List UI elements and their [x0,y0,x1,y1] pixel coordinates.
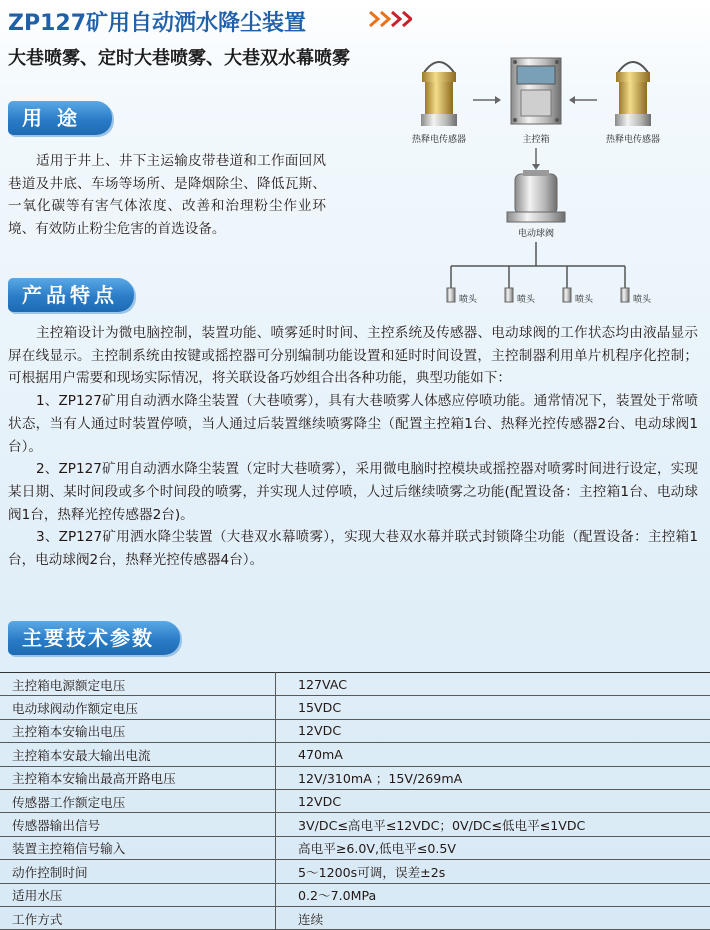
spec-value: 5～1200s可调，误差±2s [276,860,710,883]
spec-name: 装置主控箱信号输入 [0,836,276,859]
sensor-right-label: 热释电传感器 [605,135,661,145]
spec-name: 动作控制时间 [0,860,276,883]
arrow-right-icon [473,96,501,104]
features-paragraph: 2、ZP127矿用自动洒水降尘装置（定时大巷喷雾），采用微电脑时控模块或摇控器对喷雾时间进行设定，实现某日期、某时间段或多个时间段的喷雾，并实现人过停喷，人过后继续喷雾之功能(配置设备：主控箱1台、电动球阀1台，热释光控传感器2台)。 [8,461,698,523]
spec-name: 主控箱本安输出电压 [0,719,276,742]
system-diagram [395,52,695,314]
specs-table [0,672,710,930]
spec-name: 传感器工作额定电压 [0,789,276,812]
nozzle-label-4: 喷头 [633,295,652,305]
table-row [0,696,710,719]
arrow-left-icon [569,96,597,104]
nozzle-label-2: 喷头 [517,295,536,305]
spec-name: 工作方式 [0,906,276,929]
table-row [0,743,710,766]
table-row [0,836,710,859]
specs-heading: 主要技术参数 [8,621,180,655]
table-row [0,906,710,929]
page-title: ZP127矿用自动洒水降尘装置 [8,11,306,36]
spec-value: 0.2～7.0MPa [276,883,710,906]
spec-name: 传感器输出信号 [0,813,276,836]
usage-text: 适用于井上、井下主运输皮带巷道和工作面回风巷道及井底、车场等场所、是降烟除尘、降低瓦斯、一氧化碳等有害气体浓度、改善和治理粉尘作业环境、有效防止粉尘危害的首选设备。 [8,153,326,237]
usage-heading: 用 途 [8,101,112,135]
table-row [0,719,710,742]
spec-value: 12VDC [276,719,710,742]
pipe-network [451,242,625,288]
arrow-down-icon [532,148,540,170]
spec-value: 12VDC [276,789,710,812]
table-row [0,673,710,696]
valve-label: 电动球阀 [517,229,555,239]
nozzle-label-3: 喷头 [575,295,594,305]
table-row [0,789,710,812]
spec-name: 主控箱本安输出最高开路电压 [0,766,276,789]
spec-name: 主控箱本安最大输出电流 [0,743,276,766]
ball-valve-icon [507,170,565,222]
spec-value: 连续 [276,906,710,929]
sensor-left-label: 热释电传感器 [411,135,467,145]
spec-name: 电动球阀动作额定电压 [0,696,276,719]
features-paragraph: 1、ZP127矿用自动洒水降尘装置（大巷喷雾），具有大巷喷雾人体感应停喷功能。通常情况下，装置处于常喷状态，当有人通过时装置停喷，当人通过后装置继续喷雾降尘（配置主控箱1台、热释光控传感器2台、电动球阀1台）。 [8,393,698,455]
sensor-left-icon [421,62,457,126]
features-paragraph: 主控箱设计为微电脑控制，装置功能、喷雾延时时间、主控系统及传感器、电动球阀的工作状态均由液晶显示屏在线显示。主控制系统由按键或摇控器可分别编制功能设置和延时时间设置，主控制器利用单片机程序化控制；可根据用户需要和现场实际情况，将关联设备巧妙组合出各种功能，典型功能如下： [8,325,698,387]
features-paragraph: 3、ZP127矿用洒水降尘装置（大巷双水幕喷雾），实现大巷双水幕并联式封锁降尘功能（配置设备：主控箱1台，电动球阀2台，热释光控传感器4台）。 [8,529,698,569]
table-row [0,883,710,906]
spec-name: 适用水压 [0,883,276,906]
features-body [8,322,698,572]
chevron-right-icon [368,10,412,28]
spec-value: 高电平≥6.0V,低电平≤0.5V [276,836,710,859]
table-row [0,813,710,836]
spec-value: 127VAC [276,673,710,696]
table-row [0,860,710,883]
spec-value: 15VDC [276,696,710,719]
features-heading: 产品特点 [8,278,134,312]
spec-value: 12V/310mA ；15V/269mA [276,766,710,789]
main-box-icon [511,58,561,124]
table-row [0,766,710,789]
spec-value: 470mA [276,743,710,766]
main-box-label: 主控箱 [522,135,550,145]
nozzle-label-1: 喷头 [459,295,478,305]
spec-name: 主控箱电源额定电压 [0,673,276,696]
page-subtitle: 大巷喷雾、定时大巷喷雾、大巷双水幕喷雾 [8,48,350,69]
spec-value: 3V/DC≤高电平≤12VDC；0V/DC≤低电平≤1VDC [276,813,710,836]
sensor-right-icon [615,62,651,126]
